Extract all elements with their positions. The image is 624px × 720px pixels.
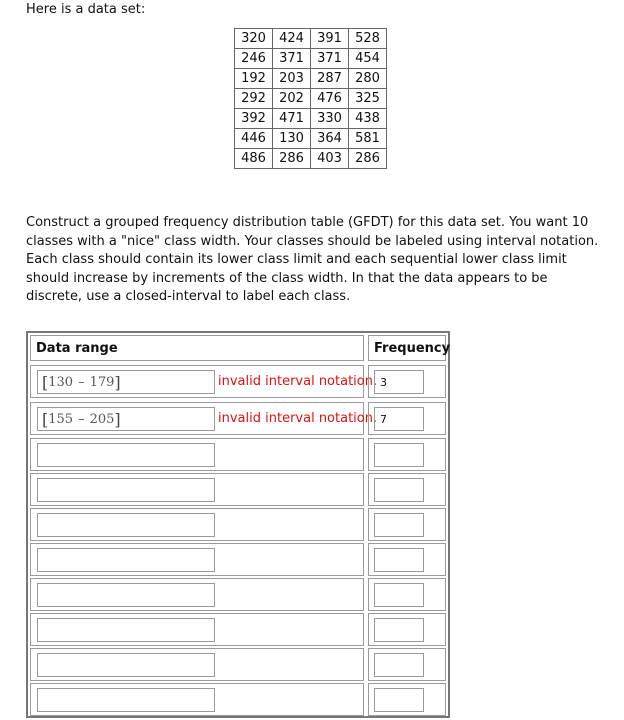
- open-bracket: [: [42, 372, 49, 392]
- gfdt-row: [30, 473, 446, 506]
- data-value-cell: 286: [349, 149, 387, 169]
- gfdt-row: [30, 365, 446, 398]
- frequency-input[interactable]: [374, 583, 424, 607]
- data-value-cell: 192: [235, 69, 273, 89]
- data-value-cell: 371: [273, 49, 311, 69]
- intro-text: Here is a data set:: [26, 2, 146, 17]
- data-range-input[interactable]: [37, 583, 215, 607]
- data-range-header: Data range: [30, 335, 364, 361]
- gfdt-row: [30, 402, 446, 435]
- data-value-cell: 286: [273, 149, 311, 169]
- frequency-input[interactable]: 7: [374, 407, 424, 431]
- data-value-cell: 392: [235, 109, 273, 129]
- data-value-cell: 454: [349, 49, 387, 69]
- data-range-cell: [30, 613, 364, 646]
- frequency-input[interactable]: [374, 548, 424, 572]
- data-range-input[interactable]: [37, 688, 215, 712]
- data-value-cell: 246: [235, 49, 273, 69]
- data-range-cell: [30, 438, 364, 471]
- gfdt-row: [30, 648, 446, 681]
- frequency-cell: [368, 438, 446, 471]
- frequency-cell: [368, 578, 446, 611]
- upper-limit: 205: [89, 411, 115, 427]
- data-range-cell: [30, 508, 364, 541]
- data-value-cell: 130: [273, 129, 311, 149]
- data-value-cell: 364: [311, 129, 349, 149]
- frequency-cell: [368, 648, 446, 681]
- data-value-cell: 203: [273, 69, 311, 89]
- open-bracket: [: [42, 409, 49, 429]
- data-value-cell: 202: [273, 89, 311, 109]
- data-value-cell: 292: [235, 89, 273, 109]
- data-row: [235, 129, 387, 149]
- data-range-input[interactable]: [37, 548, 215, 572]
- data-range-cell: [30, 543, 364, 576]
- frequency-input[interactable]: [374, 478, 424, 502]
- data-value-cell: 403: [311, 149, 349, 169]
- data-value-cell: 280: [349, 69, 387, 89]
- gfdt-header-row: [30, 335, 451, 361]
- gfdt-row: [30, 613, 446, 646]
- data-value-cell: 528: [349, 29, 387, 49]
- data-value-cell: 330: [311, 109, 349, 129]
- gfdt-row: [30, 438, 446, 471]
- data-row: [235, 109, 387, 129]
- data-value-cell: 325: [349, 89, 387, 109]
- close-bracket: ]: [114, 409, 121, 429]
- data-range-input[interactable]: [37, 370, 215, 394]
- data-row: [235, 89, 387, 109]
- data-value-cell: 476: [311, 89, 349, 109]
- data-value-cell: 446: [235, 129, 273, 149]
- data-range-input[interactable]: [37, 513, 215, 537]
- frequency-cell: [368, 365, 446, 398]
- data-value-cell: 371: [311, 49, 349, 69]
- frequency-cell: [368, 543, 446, 576]
- validation-error: invalid interval notation.: [218, 411, 378, 426]
- frequency-cell: [368, 508, 446, 541]
- gfdt-table: [26, 331, 450, 718]
- frequency-input[interactable]: [374, 513, 424, 537]
- data-row: [235, 149, 387, 169]
- data-range-cell: [30, 365, 378, 398]
- data-value-cell: 471: [273, 109, 311, 129]
- data-value-cell: 287: [311, 69, 349, 89]
- data-value-cell: 486: [235, 149, 273, 169]
- data-range-cell: [30, 473, 364, 506]
- interval-dash: –: [78, 411, 85, 427]
- frequency-header: Frequency: [368, 335, 446, 361]
- frequency-input[interactable]: [374, 688, 424, 712]
- frequency-input[interactable]: 3: [374, 370, 424, 394]
- data-row: [235, 29, 387, 49]
- data-set-table: [234, 28, 387, 169]
- frequency-input[interactable]: [374, 443, 424, 467]
- data-range-input[interactable]: [37, 478, 215, 502]
- data-value-cell: 581: [349, 129, 387, 149]
- interval-dash: –: [78, 374, 85, 390]
- data-range-input[interactable]: [37, 653, 215, 677]
- data-range-input[interactable]: [37, 443, 215, 467]
- gfdt-row: [30, 578, 446, 611]
- data-range-cell: [30, 683, 364, 716]
- instructions-text: Construct a grouped frequency distribution table (GFDT) for this data set. You want 10 classes with a "nice" class width. Your classes should be labeled using interval notation. Each class should contain its lower class limit and each sequential lower class limit should increase by increments of the class width. In that the data appears to be discrete, use a closed-interval to label each class.: [26, 215, 599, 304]
- data-range-input[interactable]: [37, 618, 215, 642]
- data-row: [235, 49, 387, 69]
- upper-limit: 179: [89, 374, 115, 390]
- gfdt-row: [30, 543, 446, 576]
- lower-limit: 155: [48, 411, 74, 427]
- frequency-input[interactable]: [374, 618, 424, 642]
- frequency-cell: [368, 473, 446, 506]
- data-value-cell: 391: [311, 29, 349, 49]
- data-range-input[interactable]: [37, 407, 215, 431]
- frequency-cell: [368, 402, 446, 435]
- frequency-cell: [368, 613, 446, 646]
- frequency-input[interactable]: [374, 653, 424, 677]
- validation-error: invalid interval notation.: [218, 374, 378, 389]
- gfdt-row: [30, 683, 446, 716]
- lower-limit: 130: [48, 374, 74, 390]
- close-bracket: ]: [114, 372, 121, 392]
- data-value-cell: 438: [349, 109, 387, 129]
- data-value-cell: 320: [235, 29, 273, 49]
- data-range-cell: [30, 402, 378, 435]
- data-range-cell: [30, 578, 364, 611]
- data-value-cell: 424: [273, 29, 311, 49]
- gfdt-row: [30, 508, 446, 541]
- data-range-cell: [30, 648, 364, 681]
- data-row: [235, 69, 387, 89]
- frequency-cell: [368, 683, 446, 716]
